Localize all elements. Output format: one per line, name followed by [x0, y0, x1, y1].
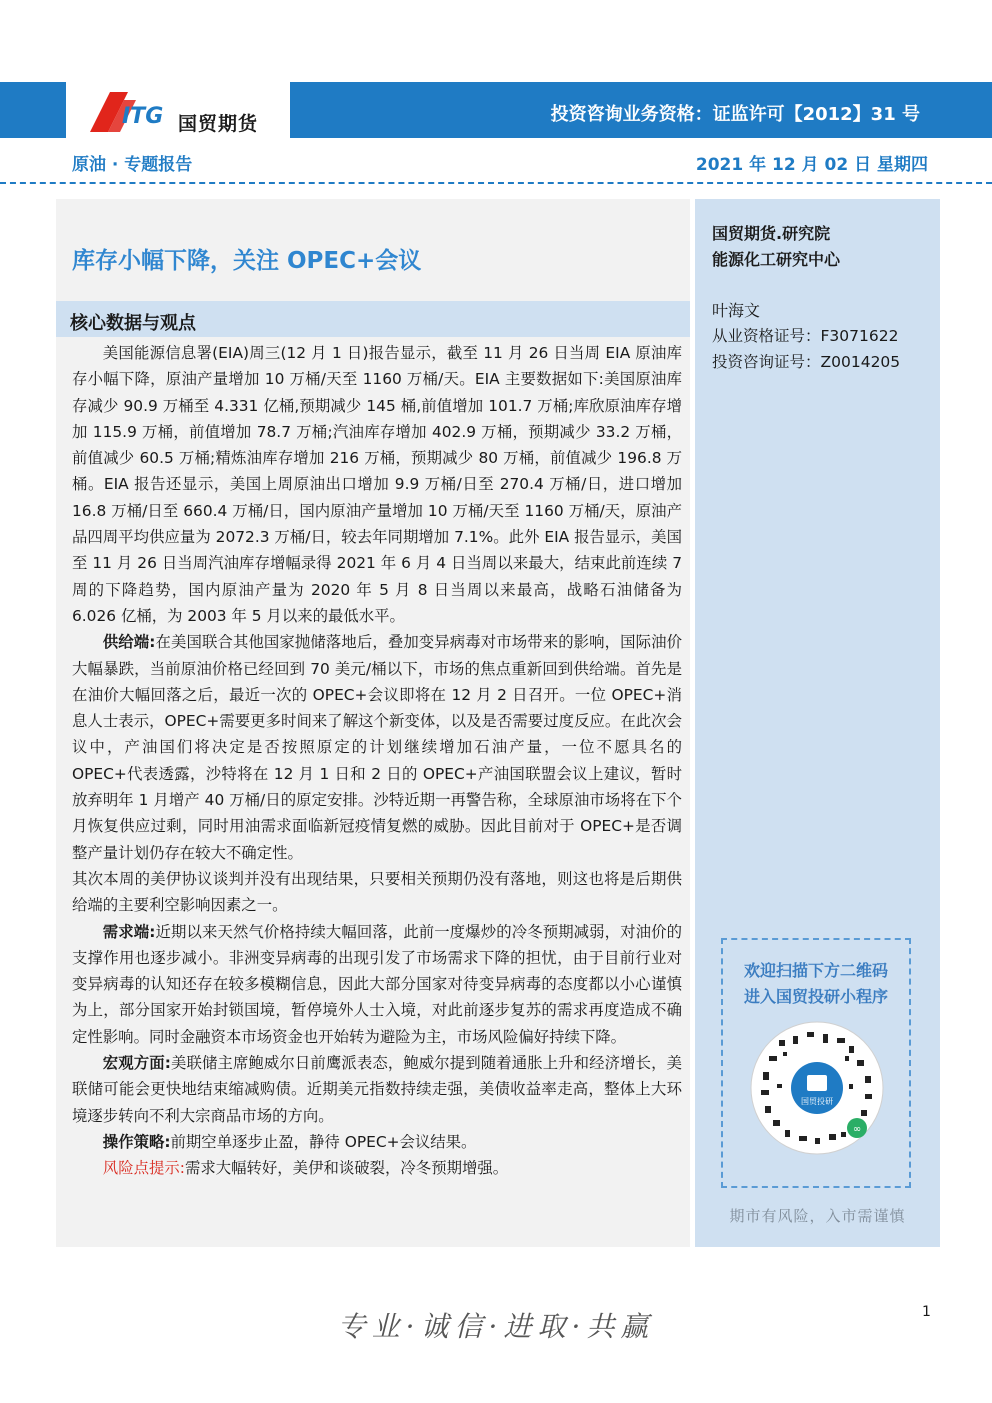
paragraph-supply — [72, 629, 682, 866]
company-logo — [66, 82, 290, 138]
org-department: 能源化工研究中心 — [712, 250, 841, 269]
section-title: 核心数据与观点 — [70, 313, 196, 334]
page-number: 1 — [922, 1304, 931, 1320]
qualification-cert: 从业资格证号：F3071622 — [712, 327, 899, 345]
strategy-text: 前期空单逐步止盈，静待 OPEC+会议结果。 — [170, 1132, 477, 1151]
report-date: 2021 年 12 月 02 日 星期四 — [695, 155, 928, 175]
paragraph-strategy — [72, 1129, 682, 1155]
section-header — [56, 301, 690, 337]
paragraph-eia: 美国能源信息署(EIA)周三(12 月 1 日)报告显示，截至 11 月 26 日当周 EIA 原油库存小幅下降，原油产量增加 10 万桶/天至 1160 万桶/天。EIA 主要数据如下:美国原油库存减少 90.9 万桶至 4.331 亿桶,预期减少 145 桶,前值增加 101.7 万桶;库欣原油库存增加 115.9 万桶，前值增加 78.7 万桶;汽油库存增加 402.9 万桶，预期减少 33.2 万桶，前值减少 60.5 万桶;精炼油库存增加 216 万桶，预期减少 80 万桶，前值减少 196.8 万桶。EIA 报告还显示，美国上周原油出口增加 9.9 万桶/日至 270.4 万桶/日，进口增加 16.8 万桶/日至 660.4 万桶/日，国内原油产量增加 10 万桶/天至 1160 万桶/天，原油产品四周平均供应量为 2072.3 万桶/日，较去年同期增加 7.1%。此外 EIA 报告显示，美国至 11 月 26 日当周汽油库存增幅录得 2021 年 6 月 4 日当周以来最大，结束此前连续 7 周的下降趋势，国内原油产量为 2020 年 5 月 8 日当周以来最高，战略石油储备为 6.026 亿桶，为 2003 年 5 月以来的最低水平。 — [72, 344, 682, 625]
report-body — [72, 340, 682, 1182]
mini-program-qr-icon[interactable] — [749, 1020, 885, 1156]
paragraph-demand — [72, 919, 682, 1050]
qr-center-label: 国贸投研 — [801, 1097, 833, 1106]
footer-slogan: 专业·诚信·进取·共赢 — [337, 1310, 655, 1343]
qr-caption-line1: 欢迎扫描下方二维码 — [743, 961, 888, 980]
risk-text: 需求大幅转好，美伊和谈破裂，冷冬预期增强。 — [184, 1159, 509, 1178]
macro-label: 宏观方面: — [102, 1054, 171, 1073]
author-name: 叶海文 — [712, 301, 761, 320]
demand-label: 需求端: — [102, 922, 156, 941]
supply-text: 在美国联合其他国家抛储落地后，叠加变异病毒对市场带来的影响，国际油价大幅暴跌，当前原油价格已经回到 70 美元/桶以下，市场的焦点重新回到供给端。首先是在油价大幅回落之后，最近一次的 OPEC+会议即将在 12 月 2 日召开。一位 OPEC+消息人士表示，OPEC+需要更多时间来了解这个新变体，以及是否需要过度反应。在此次会议中，产油国们将决定是否按照原定的计划继续增加石油产量，一位不愿具名的 OPEC+代表透露，沙特将在 12 月 1 日和 2 日的 OPEC+产油国联盟会议上建议，暂时放弃明年 1 月增产 40 万桶/日的原定安排。沙特近期一再警告称，全球原油市场将在下个月恢复供应过剩，同时用油需求面临新冠疫情复燃的威胁。因此目前对于 OPEC+是否调整产量计划仍存在较大不确定性。 — [72, 633, 682, 862]
advisory-cert: 投资咨询证号：Z0014205 — [712, 353, 901, 371]
strategy-label: 操作策略: — [102, 1132, 171, 1151]
macro-text: 美联储主席鲍威尔日前鹰派表态，鲍威尔提到随着通胀上升和经济增长，美联储可能会更快地结束缩减购债。近期美元指数持续走强，美债收益率走高，整体上大环境逐步转向不利大宗商品市场的方向。 — [72, 1054, 682, 1125]
logo-abbr: ITG — [122, 104, 164, 129]
org-name: 国贸期货.研究院 — [712, 224, 831, 243]
svg-text:∞: ∞ — [852, 1124, 862, 1135]
paragraph-supply-cont: 其次本周的美伊协议谈判并没有出现结果，只要相关预期仍没有落地，则这也将是后期供给端的主要利空影响因素之一。 — [72, 869, 682, 915]
supply-label: 供给端: — [102, 633, 156, 652]
header-divider — [0, 182, 992, 184]
paragraph-macro — [72, 1050, 682, 1129]
report-category: 原油 · 专题报告 — [72, 155, 193, 175]
demand-text: 近期以来天然气价格持续大幅回落，此前一度爆炒的冷冬预期减弱，对油价的支撑作用也逐步减小。非洲变异病毒的出现引发了市场需求下降的担忧，由于目前行业对变异病毒的认知还存在较多模糊信息，因此大部分国家对待变异病毒的态度都以小心谨慎为上，部分国家开始封锁国境，暂停境外人士入境，对此前逐步复苏的需求再度造成不确定性影响。同时金融资本市场资金也开始转为避险为主，市场风险偏好持续下降。 — [72, 922, 682, 1046]
report-title: 库存小幅下降，关注 OPEC+会议 — [72, 248, 422, 274]
logo-name: 国贸期货 — [178, 113, 259, 135]
risk-disclaimer: 期市有风险，入市需谨慎 — [729, 1207, 906, 1225]
qr-caption-line2: 进入国贸投研小程序 — [743, 987, 888, 1006]
license-text: 投资咨询业务资格：证监许可【2012】31 号 — [550, 104, 920, 125]
risk-label: 风险点提示: — [102, 1159, 185, 1178]
paragraph-risk — [72, 1155, 682, 1181]
qr-code-box[interactable] — [721, 938, 911, 1188]
